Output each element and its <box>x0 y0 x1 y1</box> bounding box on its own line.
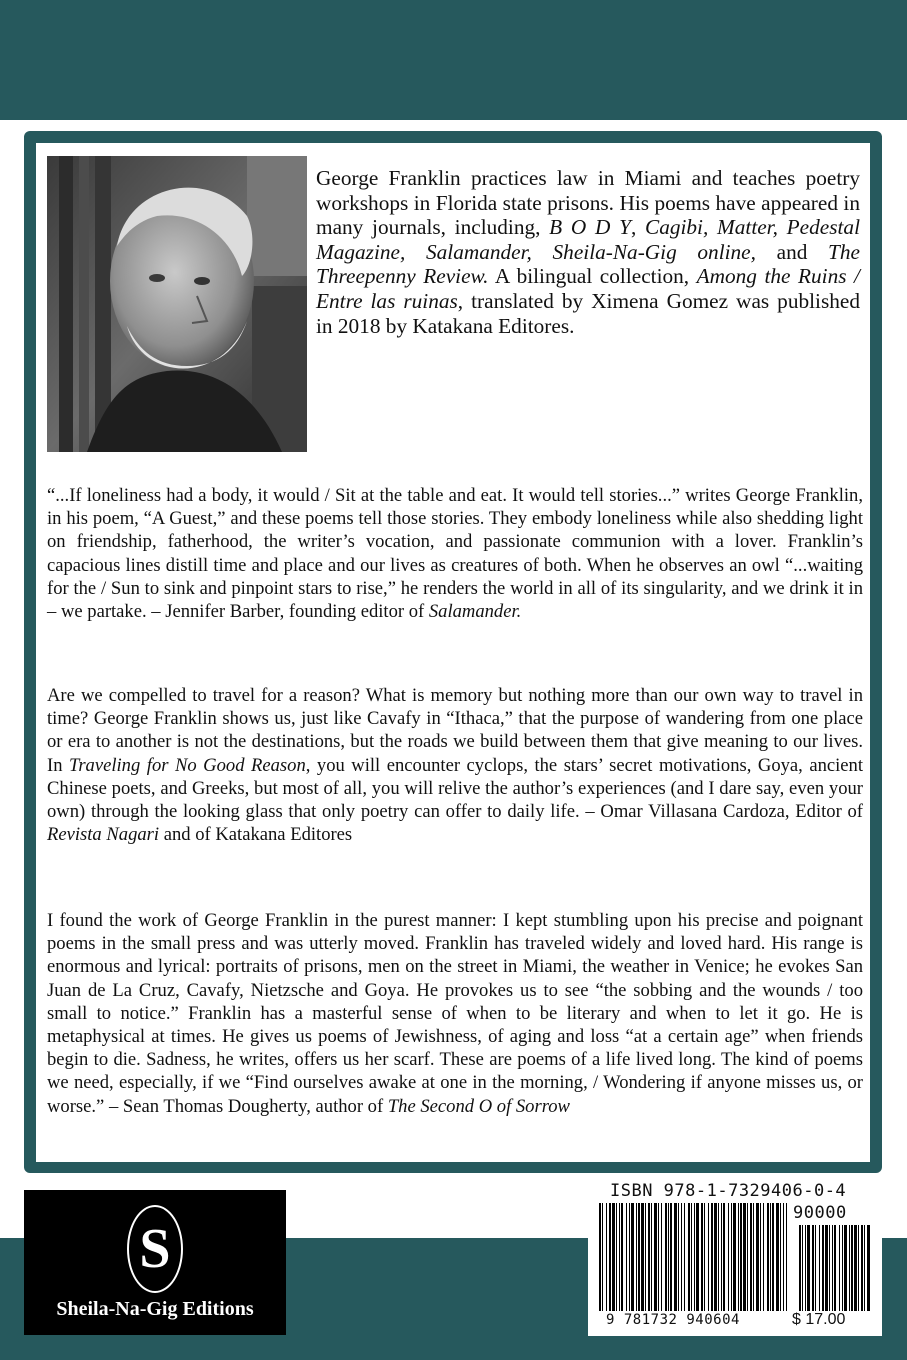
barcode-bar <box>678 1203 679 1311</box>
barcode-bar <box>858 1225 859 1311</box>
barcode-bar <box>743 1203 746 1311</box>
blurb-text: “...If loneliness had a body, it would / Sit at the table and eat. It would tell stories...” writes George Franklin, in his poem, “A Guest,” and these poems tell those stories. They embody loneliness while also shedding light on friendship, fatherhood, the writer’s vocation, and passionate communion with a lover. Franklin’s capacious lines distill time and place and our lives as creatures of both. When he observes an owl “...waiting for the / Sun to sink and pinpoint stars to rise,” he renders the world in all of its singularity, and we drink it in – we partake. – Jennifer Barber, founding editor of <box>47 485 863 623</box>
barcode-bar <box>747 1203 748 1311</box>
barcode-bar <box>718 1203 719 1311</box>
barcode-bar <box>616 1203 617 1311</box>
barcode-bar <box>636 1203 637 1311</box>
barcode-bar <box>822 1225 824 1311</box>
blurb-dougherty <box>47 909 863 1118</box>
barcode-bar <box>738 1203 739 1311</box>
bio-text: and <box>755 239 829 264</box>
barcode-bar <box>829 1225 830 1311</box>
barcode-bar <box>674 1203 677 1311</box>
barcode-bar <box>819 1225 820 1311</box>
barcode-bar <box>621 1203 623 1311</box>
top-color-band <box>0 0 907 120</box>
logo-circle-icon <box>127 1205 183 1293</box>
barcode-bar <box>776 1203 779 1311</box>
barcode-bar <box>681 1203 682 1311</box>
barcode-bar <box>691 1203 692 1311</box>
barcode-bar <box>701 1203 703 1311</box>
barcode-bar <box>599 1203 601 1311</box>
barcode-bar <box>825 1225 828 1311</box>
barcode-block <box>588 1176 882 1336</box>
barcode-bar <box>772 1203 774 1311</box>
publisher-name: Sheila-Na-Gig Editions <box>56 1298 254 1320</box>
barcode-bar <box>867 1225 870 1311</box>
barcode-bar <box>805 1225 806 1311</box>
barcode-bar <box>849 1225 850 1311</box>
barcode-bar <box>728 1203 729 1311</box>
barcode-bar <box>638 1203 640 1311</box>
book-price: $ 17.00 <box>792 1311 846 1328</box>
barcode-bar <box>799 1225 801 1311</box>
barcode-bar <box>670 1203 672 1311</box>
barcode-bar <box>864 1225 865 1311</box>
bio-text: , translated by Ximena Gomez was published in 2018 by Katakana Editores. <box>316 288 860 338</box>
barcode-bar <box>704 1203 705 1311</box>
barcode-bar <box>783 1203 784 1311</box>
blurb-villasana <box>47 684 863 846</box>
barcode-bar <box>626 1203 627 1311</box>
barcode-bar <box>651 1203 652 1311</box>
barcode-bar <box>661 1203 662 1311</box>
bio-journals: Cagibi, Matter, Pedestal Magazine, Salamander, Sheila-Na-Gig online, <box>316 215 860 264</box>
barcode-bar <box>802 1225 803 1311</box>
barcode-bar <box>696 1203 699 1311</box>
barcode-bar <box>807 1225 810 1311</box>
barcode-bar <box>684 1203 685 1311</box>
barcode-bar <box>842 1225 843 1311</box>
bio-text: George Franklin practices law in Miami and teaches poetry workshops in Florida state prisons. His poems have appeared in many journals, including, <box>316 166 860 240</box>
blurb-book-title: The Second O of Sorrow <box>387 1095 570 1117</box>
blurb-barber <box>47 484 863 623</box>
barcode-bar <box>767 1203 769 1311</box>
logo-letter: S <box>139 1218 171 1280</box>
barcode-bar <box>602 1203 603 1311</box>
blurb-journal: Salamander. <box>428 601 522 623</box>
bio-text: , <box>630 215 645 240</box>
blurb-journal: Revista Nagari <box>47 824 160 846</box>
barcode-bar <box>648 1203 650 1311</box>
barcode-bar <box>609 1203 611 1311</box>
blurb-book-title: Traveling for No Good Reason <box>69 754 306 776</box>
barcode-bar <box>786 1203 787 1311</box>
author-bio <box>316 166 860 338</box>
barcode-bar <box>731 1203 732 1311</box>
barcode-bar <box>658 1203 659 1311</box>
blurb-text: I found the work of George Franklin in the purest manner: I kept stumbling upon his precise and poignant poems in the small press and was utterly moved. Franklin has traveled widely and loved hard. His range is enormous and lyrical: portraits of prisons, men on the street in Miami, the weather in Venice; he evokes San Juan de La Cruz, Cavafy, Nietzsche and Goya. He provokes us to see “the sobbing and the wounds / too small to notice.” Franklin has a masterful sense of when to be literary and when to let it go. He is metaphysical at times. He gives us poems of Jewishness, of aging and loss “at a certain age” when friends begin to die. Sadness, he writes, offers us her scarf. These are poems of a life lived long. The kind of poems we need, especially, if we “Find ourselves awake at one in the morning, / Wondering if anyone misses us, or worse.” – Sean Thomas Dougherty, author of <box>47 910 863 1117</box>
bio-journal-body: B O D Y <box>549 215 631 240</box>
barcode-bar <box>654 1203 657 1311</box>
barcode-bar <box>760 1203 761 1311</box>
bio-text: A bilingual collection, <box>488 264 697 289</box>
barcode-bar <box>753 1203 754 1311</box>
barcode-bar <box>770 1203 771 1311</box>
barcode-bar <box>763 1203 764 1311</box>
barcode-bar <box>832 1225 833 1311</box>
barcode-bar <box>740 1203 742 1311</box>
blurb-text: and of Katakana Editores <box>159 824 353 846</box>
bio-journal-threepenny: The Threepenny Review. <box>316 239 860 289</box>
bio-book-title: Among the Ruins / Entre las ruinas <box>316 264 860 313</box>
barcode-bar <box>861 1225 863 1311</box>
blurb-text: , you will encounter cyclops, the stars’ secret motivations, Goya, ancient Chinese poets, and Greeks, but most of all, you will relive the author’s experiences (and I dare say, even your own) through the looking glass that only poetry can offer to daily life. – Omar Villasana Cardoza, Editor of <box>47 754 864 823</box>
barcode-bar <box>688 1203 690 1311</box>
barcode-bar <box>721 1203 722 1311</box>
barcode-bar <box>711 1203 713 1311</box>
barcode-bar <box>606 1203 607 1311</box>
barcode-bar <box>815 1225 816 1311</box>
author-photo <box>47 156 307 452</box>
barcode-bar <box>645 1203 646 1311</box>
barcode-bar <box>665 1203 667 1311</box>
author-portrait-icon <box>47 156 307 452</box>
barcode-bar <box>641 1203 644 1311</box>
barcode-bar <box>851 1225 853 1311</box>
barcode-bar <box>668 1203 669 1311</box>
barcode-bar <box>714 1203 717 1311</box>
barcode-bar <box>750 1203 752 1311</box>
barcode-bar <box>854 1225 857 1311</box>
barcode-bar <box>780 1203 781 1311</box>
barcode-bar <box>629 1203 630 1311</box>
barcode-bar <box>834 1225 836 1311</box>
ean-digits: 9 781732 940604 <box>606 1312 740 1328</box>
barcode-bar <box>839 1225 840 1311</box>
barcode-bar <box>812 1225 814 1311</box>
barcode-bar <box>723 1203 725 1311</box>
barcode-bar <box>844 1225 847 1311</box>
barcode-bar <box>708 1203 709 1311</box>
barcode-supplement: 90000 <box>793 1203 847 1223</box>
barcode-bar <box>756 1203 759 1311</box>
barcode-bar <box>631 1203 634 1311</box>
publisher-logo <box>24 1190 286 1335</box>
barcode-bar <box>619 1203 620 1311</box>
barcode-bar <box>612 1203 615 1311</box>
isbn-number: ISBN 978-1-7329406-0-4 <box>610 1181 847 1201</box>
barcode-bar <box>694 1203 695 1311</box>
barcode-bar <box>733 1203 736 1311</box>
blurb-text: Are we compelled to travel for a reason? What is memory but nothing more than our own way to travel in time? George Franklin shows us, just like Cavafy in “Ithaca,” that the purpose of wandering from one place or era to another is not the destinations, but the roads we build between them that give meaning to our lives. In <box>47 685 863 776</box>
